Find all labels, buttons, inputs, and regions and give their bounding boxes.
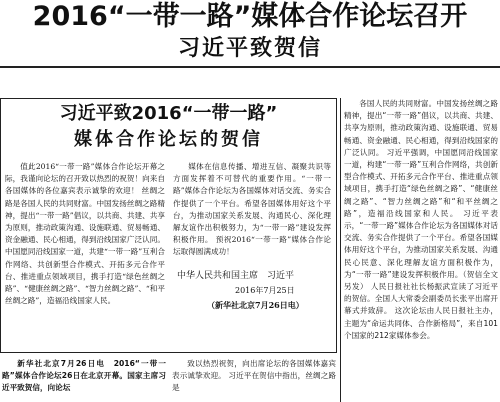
letter-column-2-text: 媒体在信息传播、增进互信、凝聚共识等方面发挥着不可替代的重要作用。“一带一路”媒体合作论坛为各国媒体对话交流、务实合作提供了一个平台。希望各国媒体用好这个平台，为推动国家关系发展、沟通民心、深化理解友谊作出积极努力，为“一带一路”建设发挥积极作用。 预祝2016“一带一路”媒体合作论坛取得圆满成功！ [173,162,331,257]
letter-box [0,98,337,353]
page-headline: 2016“一带一路”媒体合作论坛召开 [32,1,468,32]
letter-title-line1: 习近平致2016“一带一路” [59,103,278,124]
news-bottom-middle-text: 致以热烈祝贺，向出席论坛的各国媒体嘉宾表示诚挚欢迎。 习近平在贺信中指出，丝绸之路是 [172,359,336,393]
letter-date: 2016年7月25日 [235,286,295,295]
headline-divider [0,66,500,68]
news-right-column [344,98,498,402]
news-bottom-left-text: 新华社北京7月26日电 2016“一带一路”媒体合作论坛26日在北京开幕。国家主席习近平致贺信，向论坛 [2,359,166,393]
page-subheadline: 习近平致贺信 [177,36,322,61]
news-right-column-text: 各国人民的共同财富。中国发扬丝绸之路精神，提出“一带一路”倡议，以共商、共建、共享为原则，推动政策沟通、设施联通、贸易畅通、资金融通、民心相通，得到沿线国家的广泛认同。 习近平强调，中国愿同沿线国家一道，构建“一带一路”互利合作网络，共创新型合作模式、开拓多元合作平台、推进重点领域项目，携手打造“绿色丝绸之路”、“健康丝绸之路”、“智力丝绸之路”和“和平丝绸之路”，造福沿线国家和人民。 习近平表示，“一带一路”媒体合作论坛为各国媒体对话交流、务实合作提供了一个平台。希望各国媒体用好这个平台，为推动国家关系发展、沟通民心民意、深化理解友谊方面积极作为，为“一带一路”建设发挥积极作用。（贺信全文另发） 人民日报社社长杨振武宣读了习近平的贺信。全国人大常委会副委员长张平出席开幕式并致辞。 这次论坛由人民日报社主办，主题为“命运共同体、合作新格局”，来自101个国家的212家媒体参会。 [344,99,498,340]
letter-column-1-text: 值此2016“一带一路”媒体合作论坛开幕之际，我谨向论坛的召开致以热烈的祝贺！向来自各国媒体的各位嘉宾表示诚挚的欢迎！ 丝绸之路是各国人民的共同财富。中国发扬丝绸之路精神，提出“一带一路”倡议，以共商、共建、共享为原则，推动政策沟通、设施联通、贸易畅通、资金融通、民心相通，得到沿线国家广泛认同。中国愿同沿线国家一道，共建“一带一路”互利合作网络、共创新型合作模式、开拓多元合作平台、推进重点领域项目，携手打造“绿色丝绸之路”、“健康丝绸之路”、“智力丝绸之路”、“和平丝绸之路”，造福沿线国家人民。 [5,162,165,306]
news-bottom-left [2,358,166,402]
letter-column-1 [5,161,165,349]
letter-column-2 [173,161,331,265]
news-bottom-middle [172,358,336,402]
letter-signature: 中华人民共和国主席 习近平 [177,271,295,281]
letter-source: （新华社北京7月26日电） [207,300,304,310]
column-divider [340,98,341,402]
letter-title-line2: 媒体合作论坛的贺信 [74,129,263,150]
